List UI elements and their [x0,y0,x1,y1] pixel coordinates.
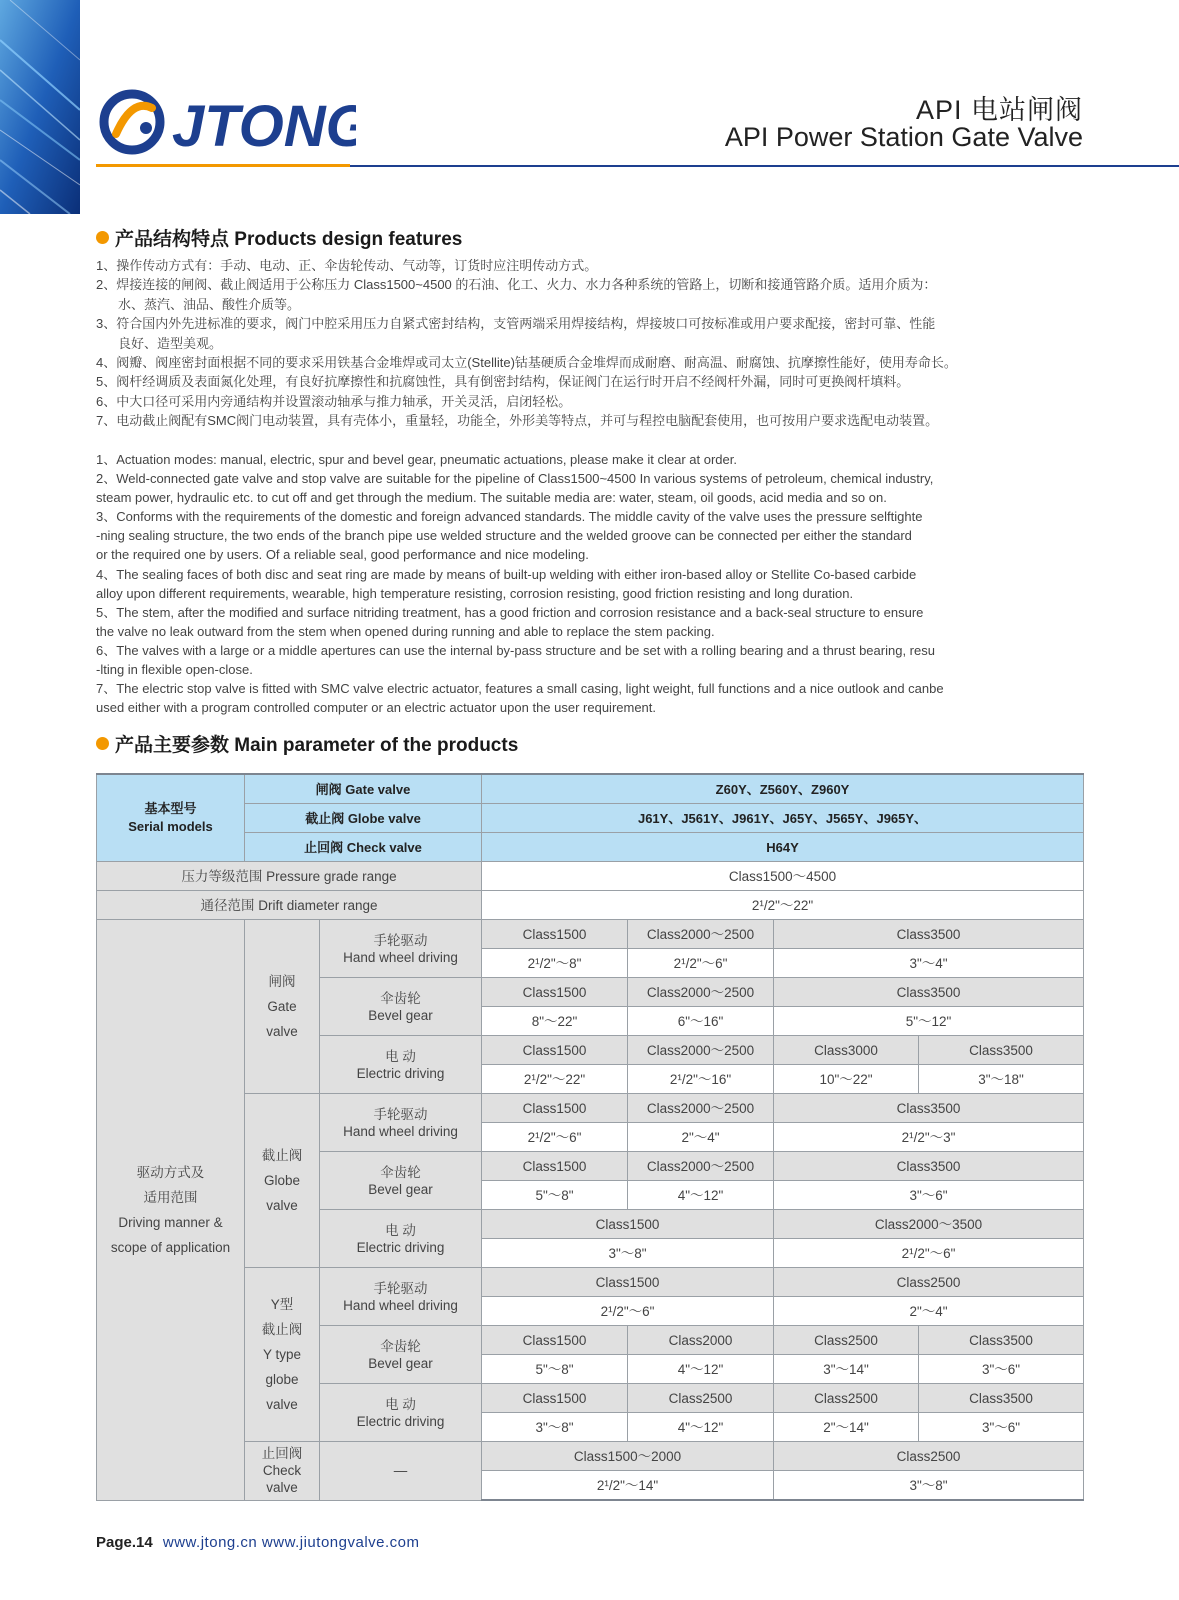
page-footer [96,1534,420,1551]
check-valve-models: H64Y [482,833,1084,862]
table-row: 伞齿轮 Bevel gear Class1500 Class2000～2500 Class3500 [97,1152,1084,1181]
table-row: 电 动 Electric driving Class1500 Class2500 Class2500 Class3500 [97,1384,1084,1413]
gate-valve-models: Z60Y、Z560Y、Z960Y [482,774,1084,804]
table-row: 2¹/2"～8" 2¹/2"～6" 3"～4" [97,949,1084,978]
header-rule [350,165,1179,167]
brand-logo [94,78,356,166]
table-row: 5"～8" 4"～12" 3"～6" [97,1181,1084,1210]
pressure-range-label: 压力等级范围 Pressure grade range [97,862,482,891]
table-row: 2¹/2"～6" 2"～4" [97,1297,1084,1326]
drive-electric: 电 动 Electric driving [320,1384,482,1442]
params-heading: 产品主要参数 Main parameter of the products [96,730,518,757]
table-row [97,891,1084,920]
pressure-range-value: Class1500～4500 [482,862,1084,891]
drive-bevel-gear: 伞齿轮 Bevel gear [320,1152,482,1210]
drive-electric: 电 动 Electric driving [320,1210,482,1268]
table-row: 伞齿轮 Bevel gear Class1500 Class2000～2500 Class3500 [97,978,1084,1007]
page-title-cn: API 电站闸阀 [915,95,1083,125]
drift-range-label: 通径范围 Drift diameter range [97,891,482,920]
table-row [97,833,1084,862]
serial-models-label: 基本型号 Serial models [97,774,245,862]
svg-text:JTONG: JTONG [172,94,356,159]
drift-range-value: 2¹/2"～22" [482,891,1084,920]
website-links: www.jtong.cn www.jiutongvalve.com [162,1534,420,1551]
parameter-table [96,773,1084,1501]
features-cn: 1、操作传动方式有：手动、电动、正、伞齿轮传动、气动等，订货时应注明传动方式。 2、焊接连接的闸阀、截止阀适用于公称压力 Class1500~4500 的石油、化工、火力、水力各种系统的管路上，切断和接通管路介质。适用介质为： 水、蒸汽、油品、酸性介质等。 3、符合国内外先进标准的要求，阀门中腔采用压力自紧式密封结构，支管两端采用焊接结构，焊接坡口可按标准或用户要求配接，密封可靠、性能 良好、造型美观。 4、阀瓣、阀座密封面根据不同的要求采用铁基合金堆焊或司太立(Stellite)钴基硬质合金堆焊而成耐磨、耐高温、耐腐蚀、抗摩擦性能好，使用寿命长。 5、阀杆经调质及表面氮化处理，有良好抗摩擦性和抗腐蚀性，具有倒密封结构，保证阀门在运行时开启不经阀杆外漏，同时可更换阀杆填料。 6、中大口径可采用内旁通结构并设置滚动轴承与推力轴承，开关灵活，启闭轻松。 7、电动截止阀配有SMC阀门电动装置，具有壳体小，重量轻，功能全，外形美等特点，并可与程控电脑配套使用，也可按用户要求选配电动装置。 [96,258,957,429]
drive-none: — [320,1442,482,1501]
drive-bevel-gear: 伞齿轮 Bevel gear [320,1326,482,1384]
table-row: 2¹/2"～6" 2"～4" 2¹/2"～3" [97,1123,1084,1152]
drive-hand-wheel: 手轮驱动 Hand wheel driving [320,1094,482,1152]
globe-valve-models: J61Y、J561Y、J961Y、J65Y、J565Y、J965Y、 [482,804,1084,833]
table-row [97,774,1084,804]
table-row: 2¹/2"～14" 3"～8" [97,1471,1084,1501]
table-row: 伞齿轮 Bevel gear Class1500 Class2000 Class2500 Class3500 [97,1326,1084,1355]
gate-valve-label: 闸阀 Gate valve [245,774,482,804]
drive-bevel-gear: 伞齿轮 Bevel gear [320,978,482,1036]
logo-underline [96,164,350,167]
group-globe-valve: 截止阀 Globe valve [245,1094,320,1268]
check-valve-label: 止回阀 Check valve [245,833,482,862]
features-en: 1、Actuation modes: manual, electric, spur and bevel gear, pneumatic actuations, please make it clear at order. 2、Weld-connected gate valve and stop valve are suitable for the pipeline of Class1500~4500 In various systems of petroleum, chemical industry, steam power, hydraulic etc. to cut off and get through the medium. The suitable media are: water, steam, oil goods, acid media and so on. 3、Conforms with the requirements of the domestic and foreign advanced standards. The middle cavity of the valve uses the pressure selftighte -ning sealing structure, the two ends of the branch pipe use welded structure and the welded groove can be connected per either the standard or the required one by users. Of a reliable seal, good performance and nice modeling. 4、The sealing faces of both disc and seat ring are made by means of built-up welding with either iron-based alloy or Stellite Co-based carbide alloy upon different requirements, wearable, high temperature resisting, corrosion resisting, good friction resisting and long duration. 5、The stem, after the modified and surface nitriding treatment, has a good friction and corrosion resistance and a back-seal structure to ensure the valve no leak outward from the stem when opened during running and able to replace the stem packing. 6、The valves with a large or a middle apertures can use the internal by-pass structure and be set with a rolling bearing and a thrust bearing, resu -lting in flexible open-close. 7、The electric stop valve is fitted with SMC valve electric actuator, features a small casing, light weight, full functions and a nice outlook and canbe used either with a program controlled computer or an electric actuator upon the user requirement. [96,452,944,716]
drive-electric: 电 动 Electric driving [320,1036,482,1094]
table-row [97,862,1084,891]
drive-hand-wheel: 手轮驱动 Hand wheel driving [320,1268,482,1326]
group-y-type-globe-valve: Y型 截止阀 Y type globe valve [245,1268,320,1442]
group-check-valve: 止回阀 Check valve [245,1442,320,1501]
bullet-icon [96,231,109,244]
table-row: 5"～8" 4"～12" 3"～14" 3"～6" [97,1355,1084,1384]
table-row: 2¹/2"～22" 2¹/2"～16" 10"～22" 3"～18" [97,1065,1084,1094]
table-row: 8"～22" 6"～16" 5"～12" [97,1007,1084,1036]
features-heading: 产品结构特点 Products design features [96,224,462,251]
corner-decoration [0,0,80,214]
table-row: 电 动 Electric driving Class1500 Class2000～2500 Class3000 Class3500 [97,1036,1084,1065]
bullet-icon [96,737,109,750]
group-gate-valve: 闸阀 Gate valve [245,920,320,1094]
table-row: 电 动 Electric driving Class1500 Class2000～3500 [97,1210,1084,1239]
table-row: 截止阀 Globe valve 手轮驱动 Hand wheel driving Class1500 Class2000～2500 Class3500 [97,1094,1084,1123]
table-row: 3"～8" 4"～12" 2"～14" 3"～6" [97,1413,1084,1442]
drive-hand-wheel: 手轮驱动 Hand wheel driving [320,920,482,978]
table-row: 驱动方式及 适用范围 Driving manner & scope of application 闸阀 Gate valve 手轮驱动 Hand wheel driving Class1500 Class2000～2500 Class3500 [97,920,1084,949]
driving-manner-label: 驱动方式及 适用范围 Driving manner & scope of application [97,920,245,1501]
globe-valve-label: 截止阀 Globe valve [245,804,482,833]
table-row: 3"～8" 2¹/2"～6" [97,1239,1084,1268]
page-title-en: API Power Station Gate Valve [724,122,1083,152]
page-number: Page.14 [96,1534,153,1551]
table-row: Y型 截止阀 Y type globe valve 手轮驱动 Hand wheel driving Class1500 Class2500 [97,1268,1084,1297]
table-row [97,804,1084,833]
table-row: 止回阀 Check valve — Class1500～2000 Class2500 [97,1442,1084,1471]
